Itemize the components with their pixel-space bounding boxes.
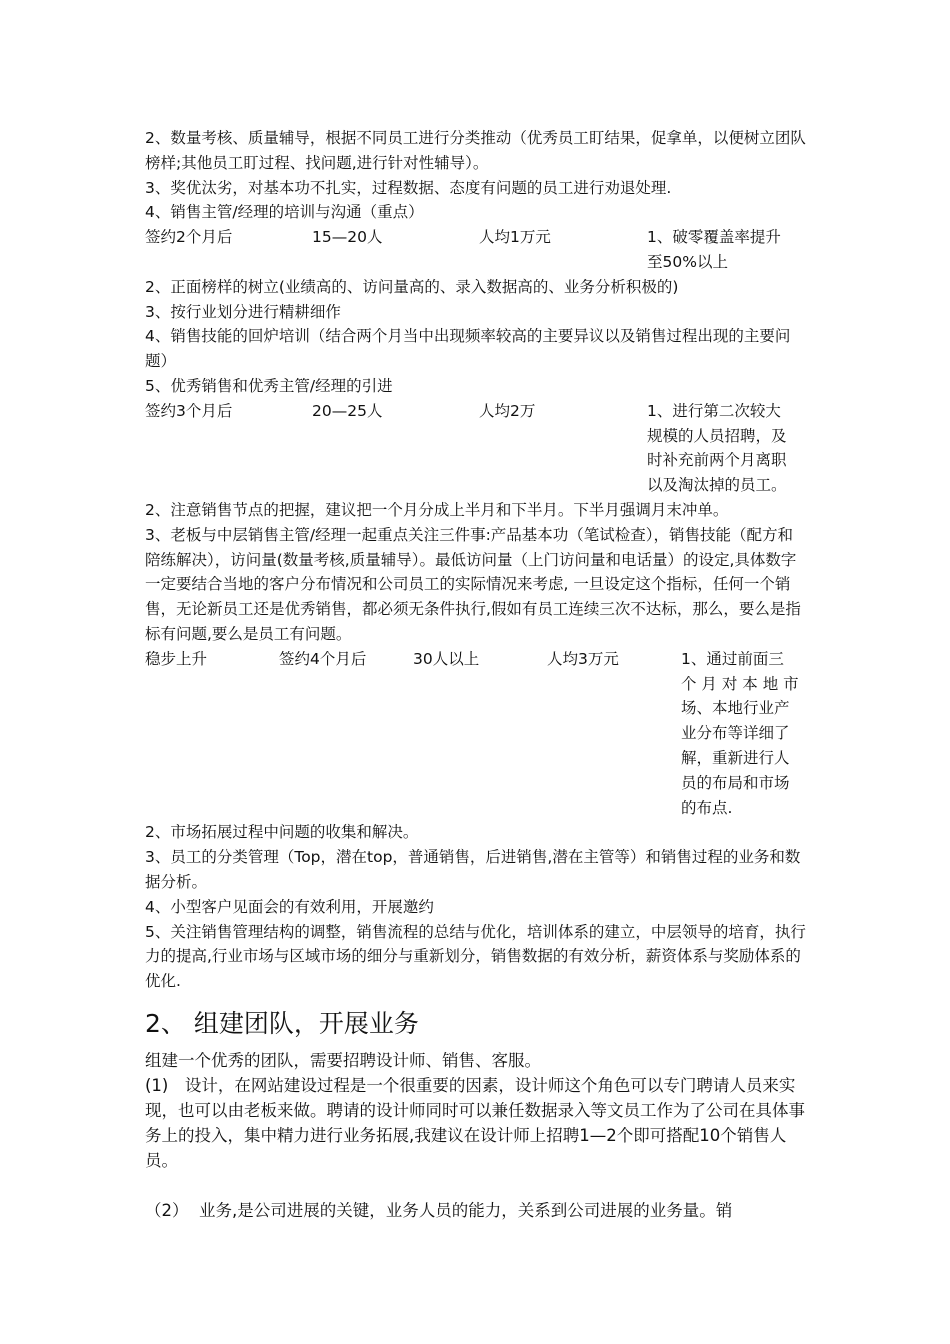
paragraph: 3、员工的分类管理（Top，潜在top，普通销售，后进销售,潜在主管等）和销售过程的业务和数据分析。 xyxy=(145,848,801,891)
paragraph: 2、注意销售节点的把握，建议把一个月分成上半月和下半月。下半月强调月末冲单。 xyxy=(145,500,729,519)
table-cell-line: 场、本地行业产 xyxy=(681,699,790,718)
table-cell-stage: 签约2个月后 xyxy=(145,228,233,247)
table-cell-phase: 稳步上升 xyxy=(145,649,208,668)
table-cell-headcount: 30人以上 xyxy=(413,649,480,668)
section-heading: 2、 组建团队，开展业务 xyxy=(145,1009,419,1038)
table-cell-line: 1、通过前面三 xyxy=(681,649,784,668)
upper-text-block xyxy=(145,126,807,994)
paragraph: 4、销售技能的回炉培训（结合两个月当中出现频率较高的主要异议以及销售过程出现的主要问题） xyxy=(145,327,791,371)
table-cell-goal xyxy=(647,225,781,275)
table-row xyxy=(145,225,807,275)
table-row xyxy=(145,399,807,498)
table-cell-line: 规模的人员招聘，及 xyxy=(647,426,787,445)
paragraph: 2、市场拓展过程中问题的收集和解决。 xyxy=(145,823,419,842)
paragraph: 2、正面榜样的树立(业绩高的、访问量高的、录入数据高的、业务分析积极的) xyxy=(145,277,679,296)
paragraph: 3、奖优汰劣，对基本功不扎实，过程数据、态度有问题的员工进行劝退处理. xyxy=(145,178,672,197)
paragraph: 5、优秀销售和优秀主管/经理的引进 xyxy=(145,376,393,395)
paragraph: 4、销售主管/经理的培训与沟通（重点） xyxy=(145,203,424,222)
table-cell-target: 人均1万元 xyxy=(479,228,551,247)
table-cell-line: 员的布局和市场 xyxy=(681,773,790,792)
paragraph: 3、按行业划分进行精耕细作 xyxy=(145,302,341,321)
paragraph: 组建一个优秀的团队，需要招聘设计师、销售、客服。 xyxy=(145,1051,541,1070)
table-cell-target: 人均3万元 xyxy=(547,649,619,668)
table-cell-line: 1、进行第二次较大 xyxy=(647,401,781,420)
table-cell-line: 至50%以上 xyxy=(647,252,728,271)
table-cell-line: 解，重新进行人 xyxy=(681,748,790,767)
table-cell-target: 人均2万 xyxy=(479,401,536,420)
paragraph: 2、数量考核、质量辅导，根据不同员工进行分类推动（优秀员工盯结果，促拿单，以便树立团队榜样;其他员工盯过程、找问题,进行针对性辅导）。 xyxy=(145,129,806,172)
table-cell-goal xyxy=(647,399,787,498)
table-cell-line: 时补充前两个月离职 xyxy=(647,451,787,470)
table-cell-goal xyxy=(681,647,799,821)
table-cell-headcount: 20—25人 xyxy=(312,401,383,420)
table-cell-line: 业分布等详细了 xyxy=(681,724,790,743)
paragraph: 5、关注销售管理结构的调整，销售流程的总结与优化，培训体系的建立，中层领导的培育，执行力的提高,行业市场与区域市场的细分与重新划分，销售数据的有效分析，薪资体系与奖励体系的优化. xyxy=(145,922,806,991)
table-cell-line: 以及淘汰掉的员工。 xyxy=(647,476,787,495)
section-text-block xyxy=(145,1048,809,1223)
table-row xyxy=(145,647,807,821)
paragraph: 4、小型客户见面会的有效利用，开展邀约 xyxy=(145,897,434,916)
table-cell-headcount: 15—20人 xyxy=(312,228,383,247)
paragraph: 3、老板与中层销售主管/经理一起重点关注三件事:产品基本功（笔试检查），销售技能（配方和陪练解决），访问量(数量考核,质量辅导）。最低访问量（上门访问量和电话量）的设定,具体数字一定要结合当地的客户分布情况和公司员工的实际情况来考虑, 一旦设定这个指标，任何一个销售，无论新员工还是优秀销售，都必须无条件执行,假如有员工连续三次不达标，那么，要么是指标有问题,要么是员工有问题。 xyxy=(145,525,801,643)
table-cell-stage: 签约4个月后 xyxy=(279,649,367,668)
table-cell-stage: 签约3个月后 xyxy=(145,401,233,420)
paragraph: （2） 业务,是公司进展的关键，业务人员的能力，关系到公司进展的业务量。销 xyxy=(145,1201,733,1220)
table-cell-line: 1、破零覆盖率提升 xyxy=(647,228,781,247)
table-cell-line: 个 月 对 本 地 市 xyxy=(681,674,799,693)
table-cell-line: 的布点. xyxy=(681,798,733,817)
paragraph: (1) 设计，在网站建设过程是一个很重要的因素，设计师这个角色可以专门聘请人员来实现，也可以由老板来做。聘请的设计师同时可以兼任数据录入等文员工作为了公司在具体事务上的投入，集中精力进行业务拓展,我建议在设计师上招聘1—2个即可搭配10个销售人员。 xyxy=(145,1076,805,1170)
